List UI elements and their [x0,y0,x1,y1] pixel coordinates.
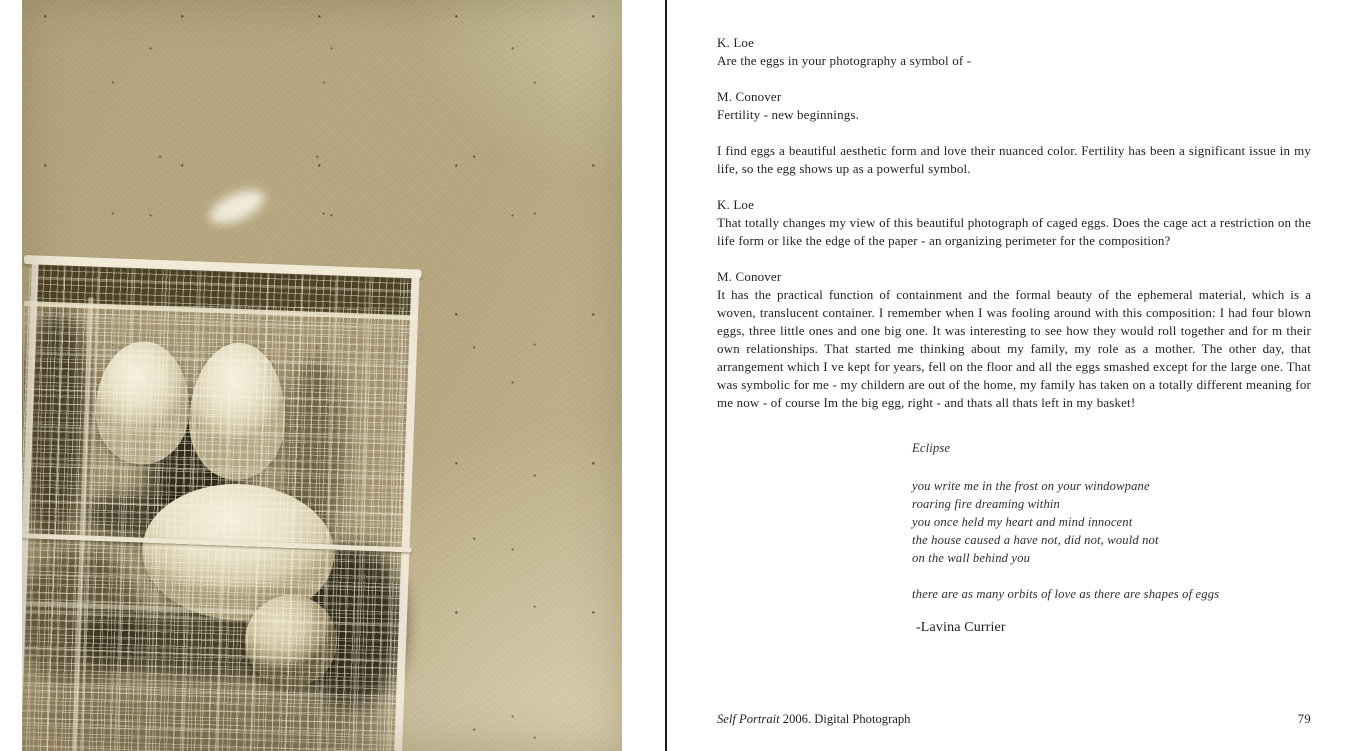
poem-title: Eclipse [912,441,951,455]
photo-vignette [22,0,622,751]
poem-line: the house caused a have not, did not, would not [912,533,1159,547]
page-footer [717,712,1311,727]
right-page [667,0,1355,751]
poem-closing-line: there are as many orbits of love as there are shapes of eggs [912,587,1220,601]
interview-paragraph: Fertility - new beginnings. [717,107,859,122]
speaker-name: M. Conover [717,269,782,284]
interview-paragraph: I find eggs a beautiful aesthetic form and love their nuanced color. Fertility has been a significant issue in my life, so the egg shows up as a powerful symbol. [717,143,1311,176]
artwork-caption-details: 2006. Digital Photograph [779,712,911,726]
poem-attribution: -Lavina Currier [916,620,1006,635]
poem-line: on the wall behind you [912,551,1031,565]
poem-stanza-gap [912,567,1311,585]
poem-line: you once held my heart and mind innocent [912,515,1133,529]
speaker-name: M. Conover [717,89,782,104]
page-number: 79 [1297,712,1311,726]
artwork-caption-title: Self Portrait [717,712,780,726]
interview-block [717,34,1311,70]
interview-text-column [717,34,1311,637]
interview-block [717,268,1311,412]
poem-line: you write me in the frost on your windowpane [912,479,1150,493]
interview-paragraph: It has the practical function of containment and the formal beauty of the ephemeral material, which is a woven, translucent container. I remember when I was fooling around with this composition: I had four blown eggs, three little ones and one big one. It was interesting to see how they would roll together and for m their own relationships. That started me thinking about my family, my role as a mother. The other day, that arrangement which I ve kept for years, fell on the floor and all the eggs smashed except for the large one. That was symbolic for me - my childern are out of the home, my family has taken on a totally different meaning for me now - of course Im the big egg, right - and thats all thats left in my basket! [717,287,1311,410]
interview-block [717,196,1311,250]
interview-block [717,142,1311,178]
poem-line: roaring fire dreaming within [912,497,1060,511]
speaker-name: K. Loe [717,35,754,50]
speaker-name: K. Loe [717,197,754,212]
left-page [0,0,666,751]
interview-paragraph: Are the eggs in your photography a symbol of - [717,53,972,68]
poem [912,439,1311,603]
interview-block [717,88,1311,124]
egg-cage-photograph [22,0,622,751]
interview-paragraph: That totally changes my view of this beautiful photograph of caged eggs. Does the cage act a restriction on the life form or like the edge of the paper - an organizing perimeter for the composition? [717,215,1311,248]
artwork-caption [717,712,910,727]
